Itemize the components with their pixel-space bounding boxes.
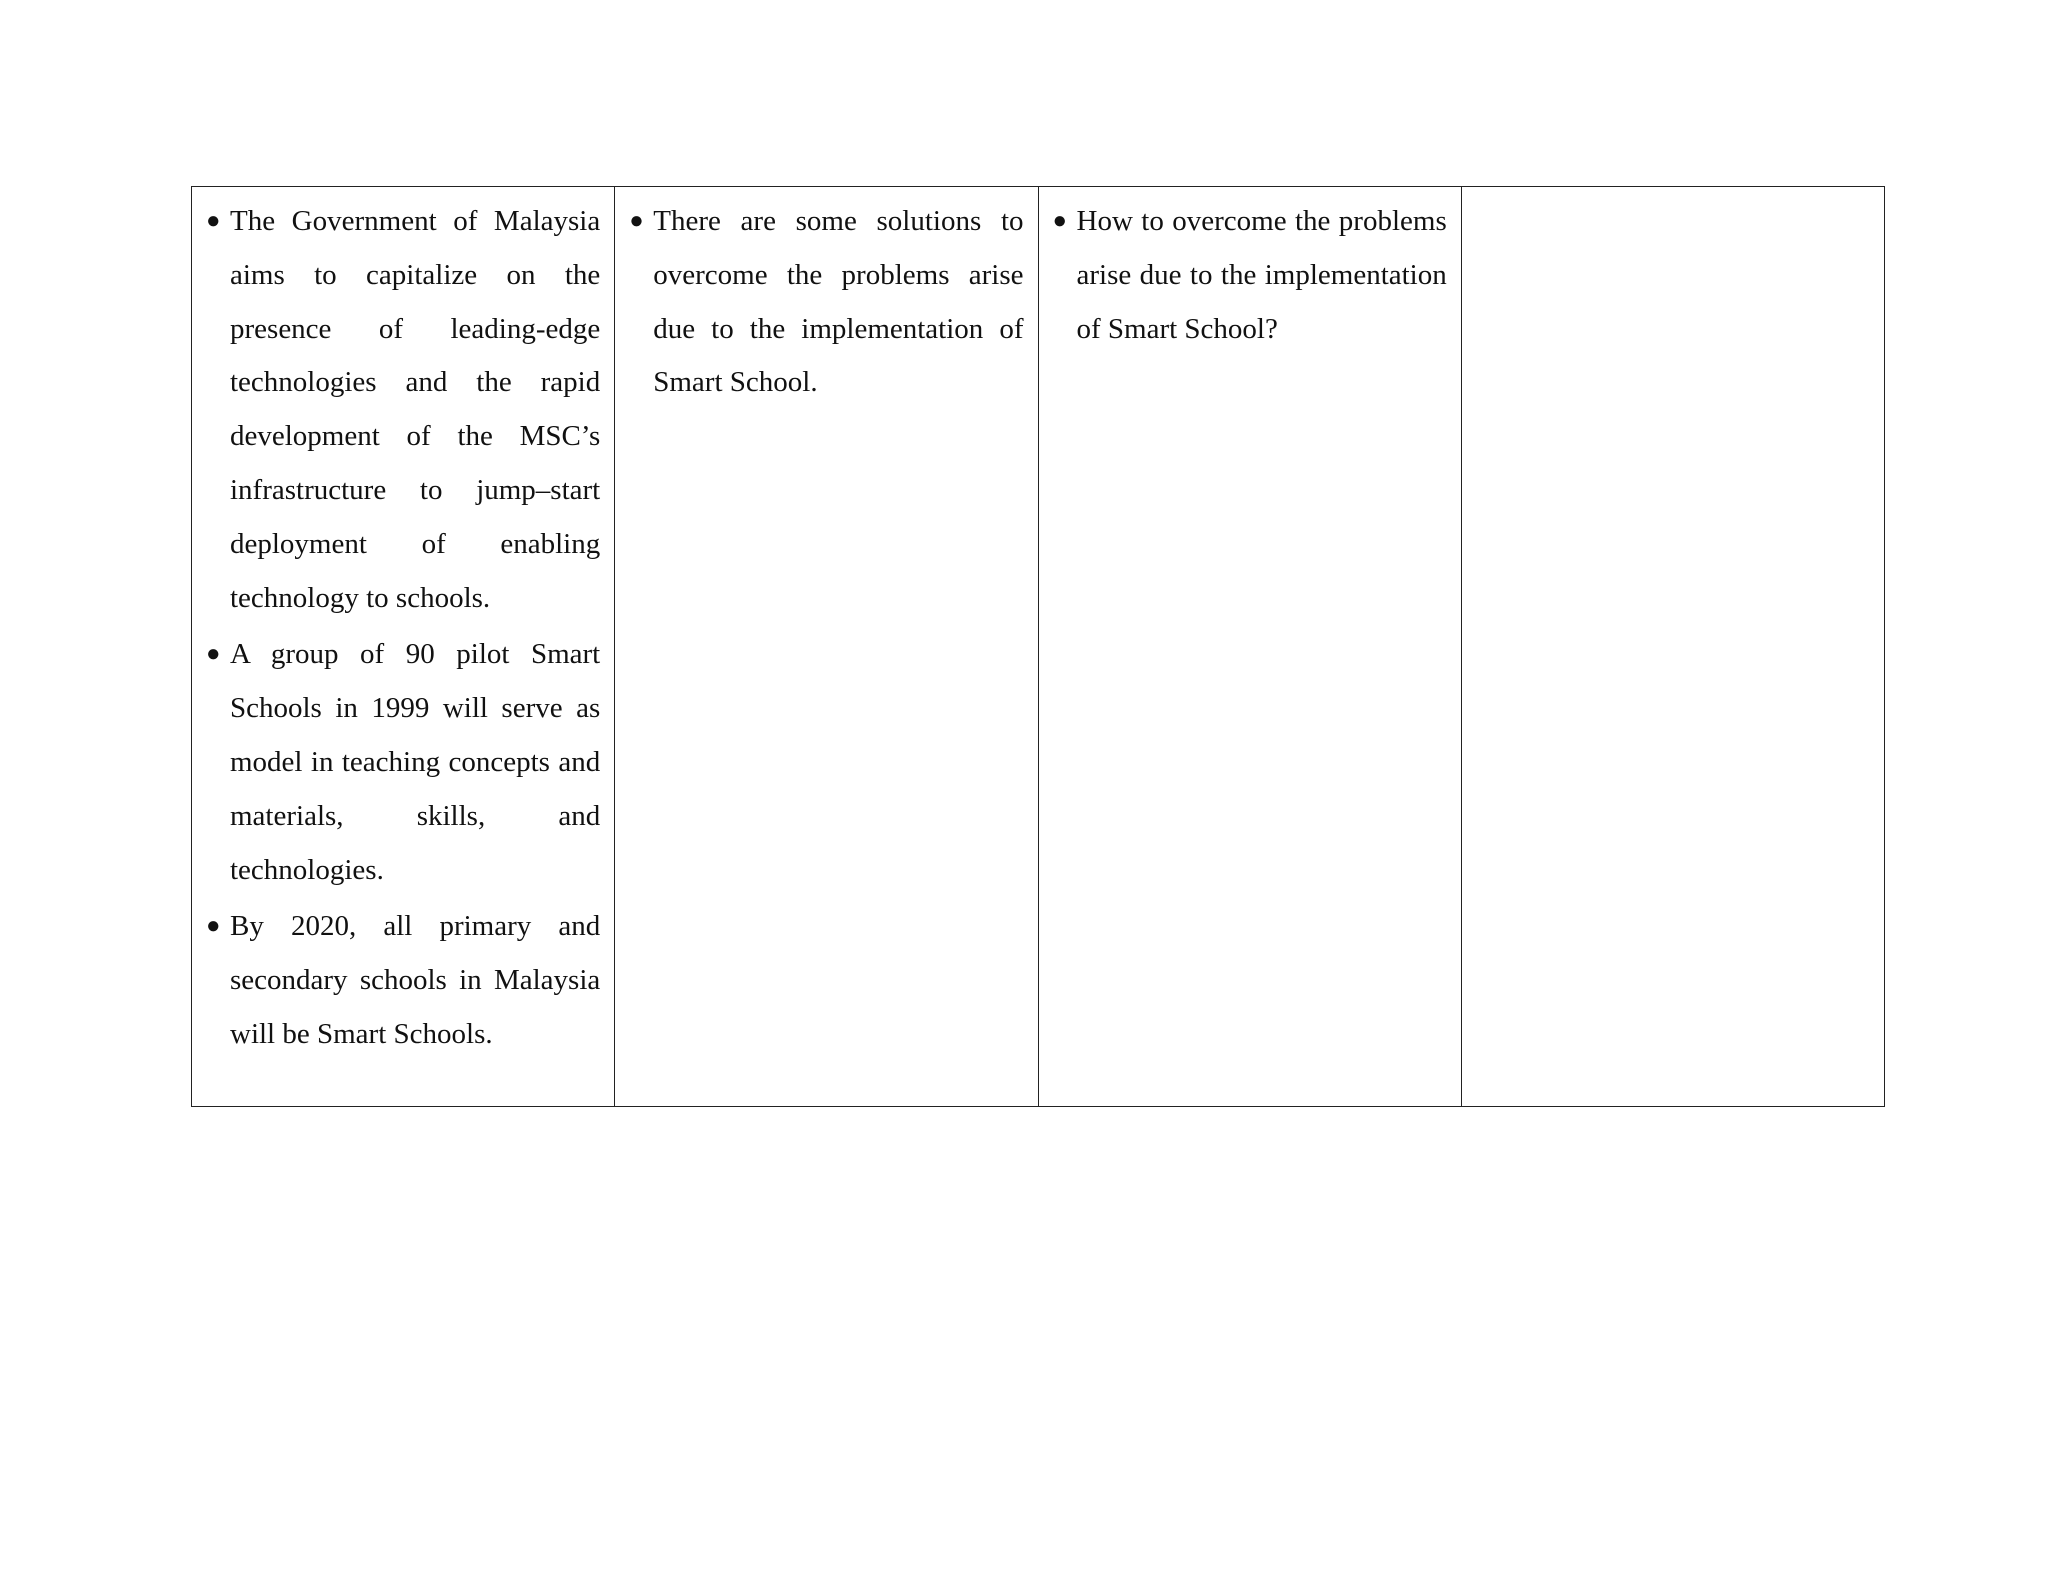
bullet-icon: ● xyxy=(1052,208,1067,234)
list-item xyxy=(204,628,600,897)
bullet-icon: ● xyxy=(206,208,221,234)
table-cell-col3 xyxy=(1038,187,1461,1107)
bullet-list xyxy=(1051,195,1447,356)
list-item-text: How to overcome the problems arise due to the implementation of Smart School? xyxy=(1076,205,1447,345)
list-item xyxy=(1051,195,1447,356)
list-item xyxy=(204,900,600,1061)
bullet-icon: ● xyxy=(206,641,221,668)
list-item-text: By 2020, all primary and secondary schools in Malaysia will be Smart Schools. xyxy=(230,910,601,1050)
bullet-icon: ● xyxy=(629,208,644,234)
content-table xyxy=(191,186,1885,1107)
list-item xyxy=(627,195,1023,410)
table-cell-col1 xyxy=(192,187,615,1107)
table-row xyxy=(192,187,1885,1107)
bullet-list xyxy=(627,195,1023,410)
table-cell-col2 xyxy=(615,187,1038,1107)
list-item xyxy=(204,195,600,625)
list-item-text: A group of 90 pilot Smart Schools in 1999 will serve as model in teaching concepts and materials, skills, and technologies. xyxy=(230,638,601,886)
table-cell-col4 xyxy=(1461,187,1884,1107)
list-item-text: The Government of Malaysia aims to capitalize on the presence of leading-edge technologies and the rapid development of the MSC’s infrastructure to jump–start deployment of enabling technology to schools. xyxy=(230,205,601,614)
bullet-list xyxy=(204,195,600,1062)
bullet-icon: ● xyxy=(206,913,221,940)
list-item-text: There are some solutions to overcome the problems arise due to the implementation of Smart School. xyxy=(653,205,1024,399)
